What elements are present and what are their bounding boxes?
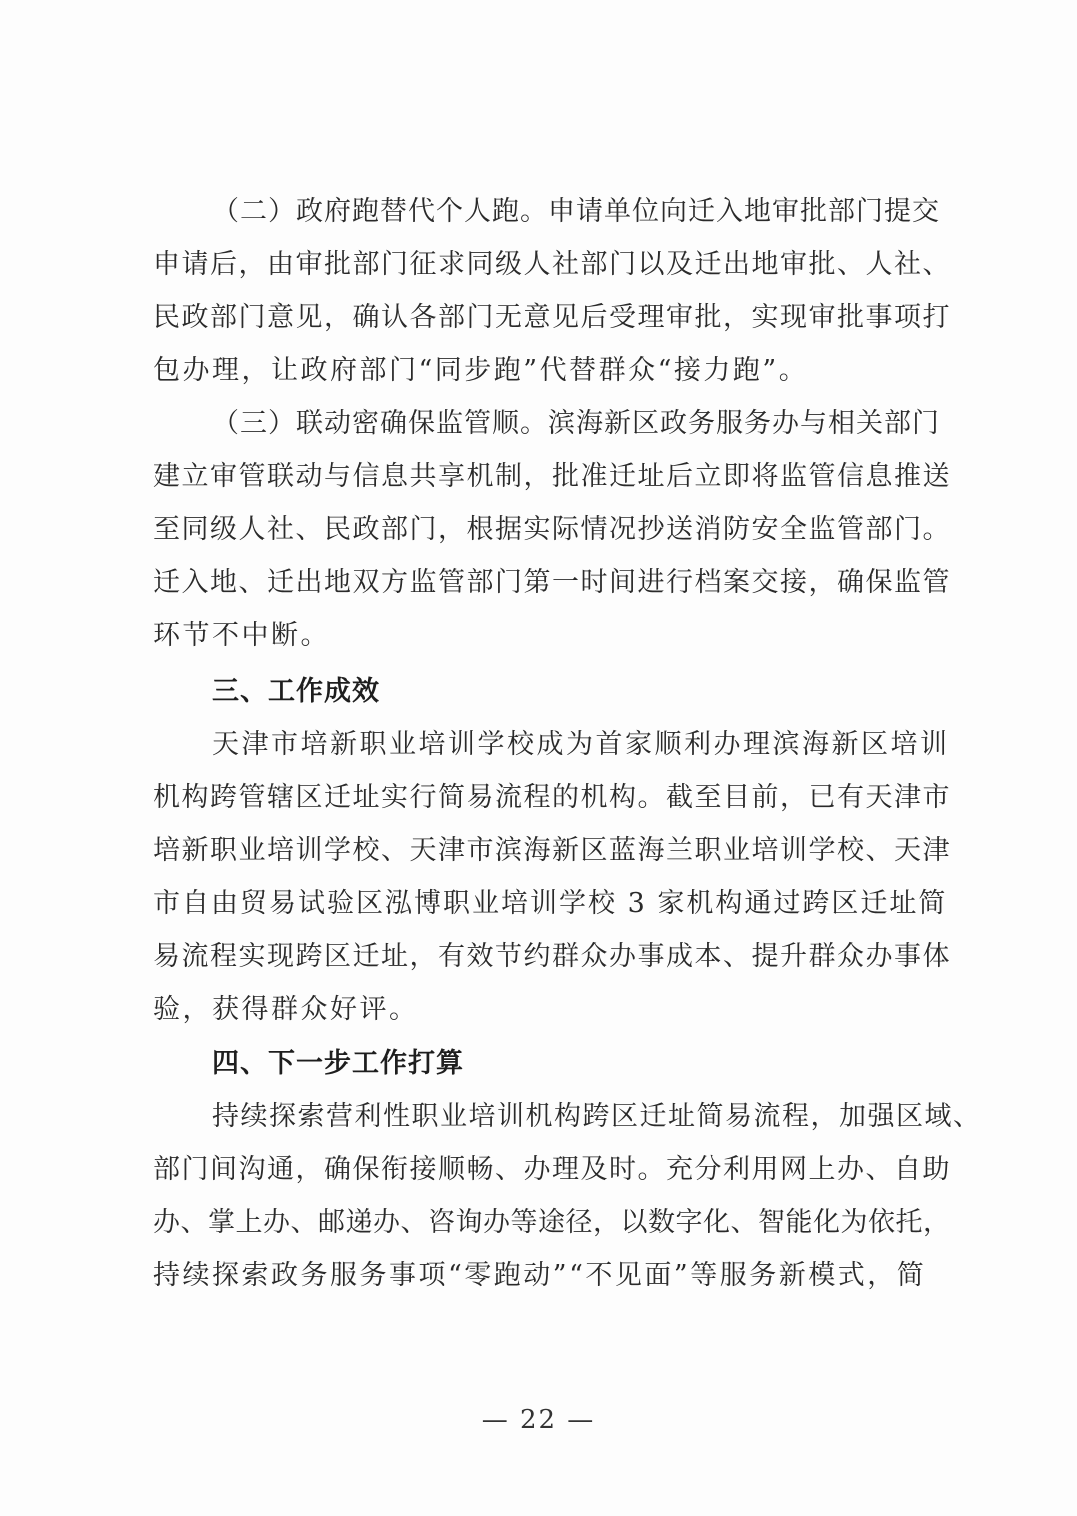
paragraph-line: 环节不中断。 — [153, 620, 330, 651]
paragraph-line: 持续探索营利性职业培训机构跨区迁址简易流程，加强区域、 — [212, 1101, 982, 1132]
section-heading: 三、工作成效 — [212, 676, 380, 707]
paragraph-line: 持续探索政务服务事项“零跑动”“不见面”等服务新模式，简 — [153, 1260, 927, 1291]
paragraph-line: 市自由贸易试验区泓博职业培训学校 3 家机构通过跨区迁址简 — [153, 888, 948, 919]
paragraph-line: 民政部门意见，确认各部门无意见后受理审批，实现审批事项打 — [153, 302, 951, 333]
paragraph-line: 培新职业培训学校、天津市滨海新区蓝海兰职业培训学校、天津 — [153, 835, 951, 866]
section-heading: 四、下一步工作打算 — [212, 1048, 464, 1079]
paragraph-line: 迁入地、迁出地双方监管部门第一时间进行档案交接，确保监管 — [153, 567, 951, 598]
paragraph-line: （二）政府跑替代个人跑。申请单位向迁入地审批部门提交 — [212, 196, 940, 227]
page-number: — 22 — — [481, 1405, 596, 1435]
paragraph-line: 部门间沟通，确保衔接顺畅、办理及时。充分利用网上办、自助 — [153, 1154, 951, 1185]
paragraph-line: 验，获得群众好评。 — [153, 994, 419, 1025]
paragraph-line: 机构跨管辖区迁址实行简易流程的机构。截至目前，已有天津市 — [153, 782, 951, 813]
paragraph-line: 建立审管联动与信息共享机制，批准迁址后立即将监管信息推送 — [153, 461, 951, 492]
paragraph-line: （三）联动密确保监管顺。滨海新区政务服务办与相关部门 — [212, 408, 940, 439]
paragraph-line: 申请后，由审批部门征求同级人社部门以及迁出地审批、人社、 — [153, 249, 951, 280]
paragraph-line: 包办理，让政府部门“同步跑”代替群众“接力跑”。 — [153, 355, 809, 386]
paragraph-line: 易流程实现跨区迁址，有效节约群众办事成本、提升群众办事体 — [153, 941, 951, 972]
paragraph-line: 至同级人社、民政部门，根据实际情况抄送消防安全监管部门。 — [153, 514, 951, 545]
paragraph-line: 办、掌上办、邮递办、咨询办等途径，以数字化、智能化为依托， — [153, 1207, 951, 1238]
paragraph-line: 天津市培新职业培训学校成为首家顺利办理滨海新区培训 — [212, 729, 950, 760]
